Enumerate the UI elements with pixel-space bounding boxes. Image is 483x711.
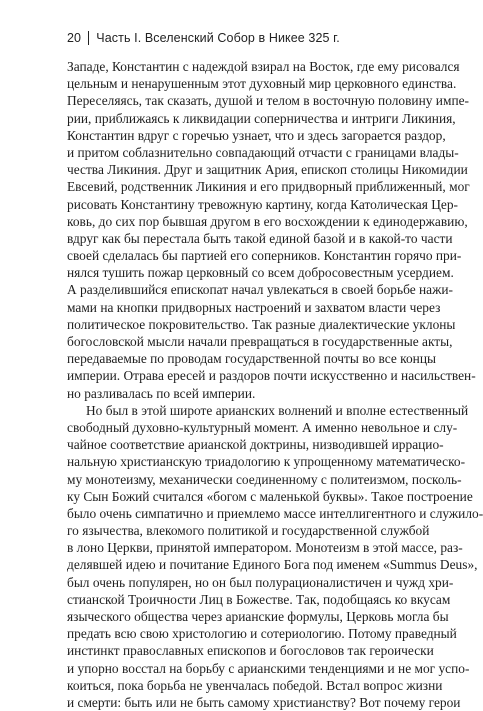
- running-head: [67, 29, 340, 47]
- text-line: Евсевий, родственник Ликиния и его придворный приближенный, мог: [67, 179, 470, 195]
- text-line: своей сделалась бы партией его соперников. Константин горячо при-: [67, 248, 462, 264]
- text-line: было очень симпатично и приемлемо массе интеллигентного и служило-: [67, 505, 483, 521]
- text-line: цельным и ненарушенным этот духовный мир церковного единства.: [67, 76, 457, 92]
- text-line: нялся тушить пожар церковный со всем добросовестным усердием.: [67, 265, 454, 281]
- text-line: нальную христианскую триадологию к упрощенному математическо-: [67, 454, 466, 470]
- text-line: но разливалась по всей империи.: [67, 385, 256, 401]
- text-line: и смерти: быть или не быть самому христианству? Вот почему герои: [67, 694, 461, 710]
- text-line: Константин вдруг с горечью узнает, что и здесь загорается раздор,: [67, 127, 446, 143]
- text-line: му монотеизму, механически соединенному с политеизмом, посколь-: [67, 471, 462, 487]
- text-line: языческого общества через арианские формулы, Церковь могла бы: [67, 609, 449, 624]
- text-line: рии, приближаясь к ликвидации соперничества и интриги Ликиния,: [67, 110, 456, 126]
- text-line: и притом соблазнительно совпадающий отчасти с границами влады-: [67, 144, 459, 160]
- text-line: инстинкт православных епископов и богословов так героически: [67, 643, 434, 659]
- text-line: в лоно Церкви, принятой императором. Монотеизм в этой массе, раз-: [67, 540, 463, 556]
- paragraph: [67, 402, 483, 711]
- body-text: [67, 58, 483, 711]
- page-number: 20: [67, 31, 81, 45]
- text-line: ковь, до сих пор бывшая другом в его восхождении к единодержавию,: [67, 213, 468, 229]
- paragraph: [67, 58, 476, 402]
- text-line: вдруг как бы перестала быть такой единой базой и в какой-то части: [67, 230, 453, 246]
- text-line: Западе, Константин с надеждой взирал на Восток, где ему рисовался: [67, 59, 460, 74]
- text-line: свободный духовно-культурный момент. А именно невольное и слу-: [67, 419, 458, 435]
- text-line: мами на кнопки придворных настроений и захватом власти через: [67, 299, 441, 315]
- text-line: рисовать Константину тревожную картину, когда Католическая Цер-: [67, 196, 458, 212]
- text-line: Переселяясь, так сказать, душой и телом в восточную половину импе-: [67, 93, 470, 109]
- text-line: ку Сын Божий считался «богом с маленькой буквы». Такое построение: [67, 488, 473, 504]
- text-line: чества Ликиния. Друг и защитник Ария, епископ столицы Никомидии: [67, 162, 468, 178]
- text-line: империи. Отрава ересей и раздоров почти искусственно и насильствен-: [67, 368, 476, 384]
- text-line: стианской Троичности Лиц в Божестве. Так, подобщаясь ко вкусам: [67, 591, 451, 607]
- text-line: чайное соответствие арианской доктрины, низводившей иррацио-: [67, 437, 444, 453]
- text-line: коиться, пока борьба не увенчалась победой. Встал вопрос жизни: [67, 677, 443, 693]
- text-line: и упорно восстал на борьбу с арианскими тенденциями и не мог успо-: [67, 660, 470, 676]
- text-line: предать всю свою христологию и сотериологию. Потому праведный: [67, 626, 457, 642]
- text-line: го язычества, влекомого политикой и государственной службой: [67, 523, 430, 539]
- running-title: Часть I. Вселенский Собор в Никее 325 г.: [96, 31, 340, 45]
- text-line: передаваемые по проводам государственной почты во все концы: [67, 351, 436, 367]
- text-line: политическое покровительство. Так разные диалектические уклоны: [67, 316, 456, 332]
- text-line: был очень популярен, но он был полурационалистичен и чужд хри-: [67, 574, 454, 590]
- text-line: А разделившийся епископат начал увлекаться в своей борьбе нажи-: [67, 282, 453, 298]
- text-line: делявшей идею и почитание Единого Бога под именем «Summus Deus»,: [67, 557, 478, 573]
- text-line: Но был в этой широте арианских волнений и вполне естественный: [86, 402, 469, 418]
- header-divider: [88, 31, 89, 45]
- text-line: богословской мысли начали превращаться в государственные акты,: [67, 334, 453, 349]
